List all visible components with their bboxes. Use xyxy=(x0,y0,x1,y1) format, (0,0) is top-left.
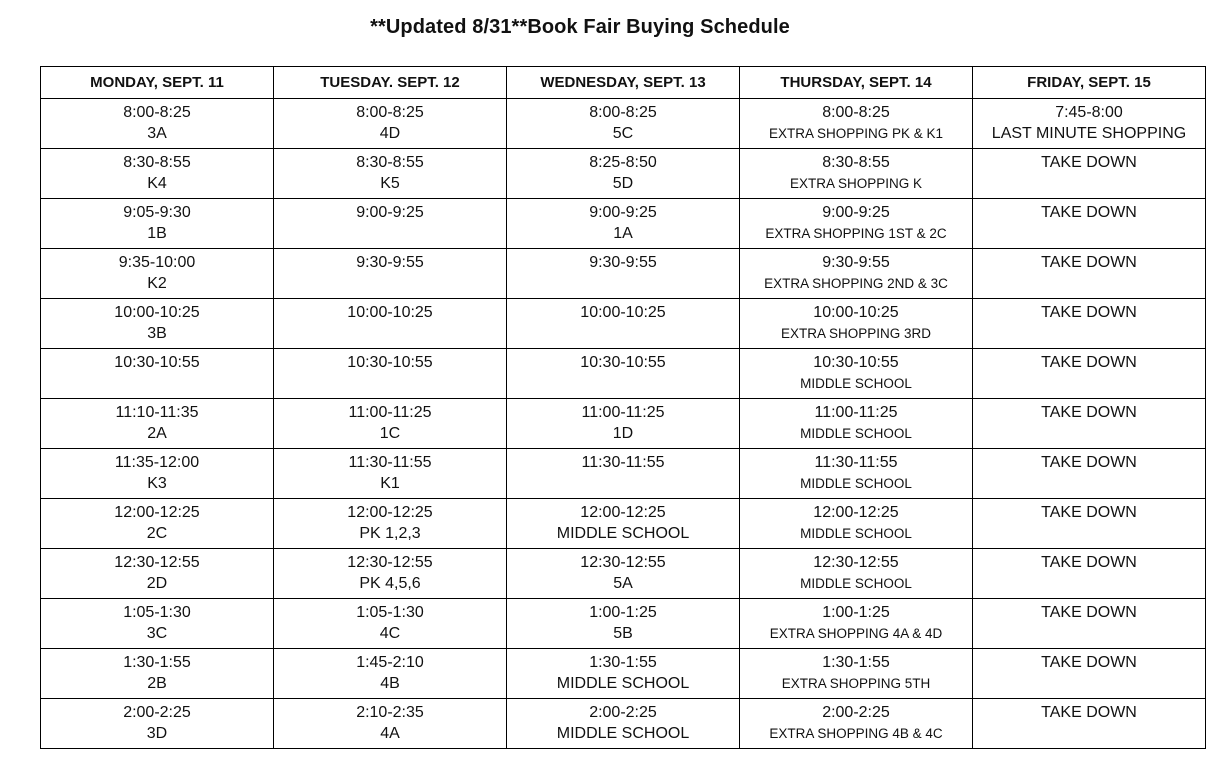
slot-group: 1C xyxy=(379,425,401,442)
slot-group: K2 xyxy=(147,275,167,292)
slot-group xyxy=(507,323,739,344)
slot-group: 5D xyxy=(612,175,634,192)
schedule-cell-tuesday xyxy=(274,199,507,249)
slot-time: 7:45-8:00 xyxy=(1055,104,1123,121)
slot-time: 1:00-1:25 xyxy=(589,604,657,621)
slot-time: 1:00-1:25 xyxy=(822,604,890,621)
slot-group: 4C xyxy=(379,625,401,642)
schedule-cell-thursday xyxy=(740,549,973,599)
slot-time: 12:30-12:55 xyxy=(347,554,433,571)
schedule-cell-monday xyxy=(41,549,274,599)
slot-time: 9:35-10:00 xyxy=(118,254,196,271)
table-row xyxy=(41,349,1206,399)
schedule-cell-monday xyxy=(41,499,274,549)
slot-time: 8:00-8:25 xyxy=(822,104,890,121)
slot-group xyxy=(973,473,1205,494)
slot-time: 10:00-10:25 xyxy=(580,304,666,321)
slot-time: 1:05-1:30 xyxy=(356,604,424,621)
slot-time: 8:30-8:55 xyxy=(356,154,424,171)
schedule-cell-monday xyxy=(41,699,274,749)
slot-time: 12:00-12:25 xyxy=(813,504,899,521)
schedule-cell-tuesday xyxy=(274,599,507,649)
slot-group: 1B xyxy=(147,225,167,242)
slot-time: 10:30-10:55 xyxy=(580,354,666,371)
schedule-cell-tuesday xyxy=(274,149,507,199)
table-row xyxy=(41,649,1206,699)
schedule-cell-thursday xyxy=(740,699,973,749)
slot-group xyxy=(973,573,1205,594)
slot-time: TAKE DOWN xyxy=(1041,454,1137,471)
slot-time: 8:00-8:25 xyxy=(123,104,191,121)
table-row xyxy=(41,699,1206,749)
slot-time: 2:00-2:25 xyxy=(822,704,890,721)
slot-group: K3 xyxy=(147,475,167,492)
schedule-cell-tuesday xyxy=(274,99,507,149)
schedule-cell-friday xyxy=(973,499,1206,549)
schedule-cell-friday xyxy=(973,199,1206,249)
slot-time: 11:10-11:35 xyxy=(115,404,199,421)
slot-group xyxy=(507,473,739,494)
schedule-cell-wednesday xyxy=(507,699,740,749)
schedule-cell-friday xyxy=(973,599,1206,649)
page-title: **Updated 8/31**Book Fair Buying Schedule xyxy=(370,16,790,38)
schedule-cell-wednesday xyxy=(507,449,740,499)
schedule-cell-wednesday xyxy=(507,549,740,599)
slot-time: 11:00-11:25 xyxy=(814,404,898,421)
schedule-cell-tuesday xyxy=(274,549,507,599)
slot-time: 1:05-1:30 xyxy=(123,604,191,621)
slot-time: TAKE DOWN xyxy=(1041,604,1137,621)
slot-group xyxy=(41,373,273,394)
schedule-cell-wednesday xyxy=(507,249,740,299)
schedule-cell-wednesday xyxy=(507,599,740,649)
slot-group: EXTRA SHOPPING 2ND & 3C xyxy=(764,276,948,291)
schedule-cell-thursday xyxy=(740,249,973,299)
slot-group: 4B xyxy=(380,675,400,692)
slot-time: 8:00-8:25 xyxy=(356,104,424,121)
schedule-cell-friday xyxy=(973,349,1206,399)
slot-group: 4D xyxy=(379,125,401,142)
schedule-cell-tuesday xyxy=(274,649,507,699)
slot-time: 2:00-2:25 xyxy=(589,704,657,721)
schedule-cell-monday xyxy=(41,599,274,649)
schedule-cell-tuesday xyxy=(274,449,507,499)
slot-time: 11:30-11:55 xyxy=(348,454,432,471)
schedule-cell-friday xyxy=(973,99,1206,149)
slot-group: 1A xyxy=(613,225,633,242)
table-row xyxy=(41,149,1206,199)
slot-group: EXTRA SHOPPING 3RD xyxy=(780,326,932,341)
schedule-cell-monday xyxy=(41,99,274,149)
slot-time: 9:30-9:55 xyxy=(589,254,657,271)
slot-time: 12:30-12:55 xyxy=(813,554,899,571)
slot-group xyxy=(973,523,1205,544)
slot-group: MIDDLE SCHOOL xyxy=(556,725,690,742)
column-header-tuesday: TUESDAY. SEPT. 12 xyxy=(274,67,507,99)
table-row xyxy=(41,549,1206,599)
slot-time: TAKE DOWN xyxy=(1041,404,1137,421)
schedule-cell-friday xyxy=(973,299,1206,349)
schedule-cell-thursday xyxy=(740,149,973,199)
slot-group xyxy=(973,623,1205,644)
slot-group: EXTRA SHOPPING 4A & 4D xyxy=(769,626,943,641)
slot-time: 1:45-2:10 xyxy=(356,654,424,671)
schedule-cell-thursday xyxy=(740,599,973,649)
schedule-cell-monday xyxy=(41,199,274,249)
schedule-cell-thursday xyxy=(740,449,973,499)
slot-group xyxy=(973,723,1205,744)
slot-time: 10:00-10:25 xyxy=(347,304,433,321)
schedule-cell-wednesday xyxy=(507,149,740,199)
slot-group: K4 xyxy=(147,175,167,192)
slot-group: EXTRA SHOPPING PK & K1 xyxy=(768,126,944,141)
slot-group: EXTRA SHOPPING K xyxy=(789,176,923,191)
schedule-cell-tuesday xyxy=(274,499,507,549)
slot-time: 11:30-11:55 xyxy=(581,454,665,471)
schedule-cell-thursday xyxy=(740,499,973,549)
schedule-cell-monday xyxy=(41,349,274,399)
slot-time: TAKE DOWN xyxy=(1041,504,1137,521)
slot-time: 11:00-11:25 xyxy=(581,404,665,421)
slot-time: 12:30-12:55 xyxy=(580,554,666,571)
slot-time: TAKE DOWN xyxy=(1041,354,1137,371)
schedule-cell-friday xyxy=(973,549,1206,599)
slot-group: MIDDLE SCHOOL xyxy=(800,526,912,541)
slot-group: 5B xyxy=(613,625,633,642)
slot-time: 11:30-11:55 xyxy=(814,454,898,471)
slot-group: 1D xyxy=(612,425,634,442)
slot-time: 11:35-12:00 xyxy=(114,454,200,471)
schedule-cell-wednesday xyxy=(507,499,740,549)
slot-time: 12:00-12:25 xyxy=(580,504,666,521)
slot-time: 12:00-12:25 xyxy=(114,504,200,521)
schedule-cell-monday xyxy=(41,299,274,349)
slot-time: 8:30-8:55 xyxy=(822,154,890,171)
slot-group xyxy=(274,223,506,244)
slot-time: 9:00-9:25 xyxy=(589,204,657,221)
schedule-cell-wednesday xyxy=(507,649,740,699)
slot-group xyxy=(973,173,1205,194)
slot-time: TAKE DOWN xyxy=(1041,154,1137,171)
table-row xyxy=(41,599,1206,649)
slot-time: 2:10-2:35 xyxy=(356,704,424,721)
slot-group xyxy=(973,273,1205,294)
slot-group: 2A xyxy=(147,425,167,442)
slot-group xyxy=(973,323,1205,344)
slot-time: 1:30-1:55 xyxy=(123,654,191,671)
slot-group: EXTRA SHOPPING 4B & 4C xyxy=(769,726,943,741)
slot-time: 10:00-10:25 xyxy=(813,304,899,321)
schedule-cell-tuesday xyxy=(274,399,507,449)
slot-group: 4A xyxy=(380,725,400,742)
schedule-cell-monday xyxy=(41,249,274,299)
slot-time: 1:30-1:55 xyxy=(589,654,657,671)
slot-group xyxy=(274,373,506,394)
column-header-monday: MONDAY, SEPT. 11 xyxy=(41,67,274,99)
schedule-cell-friday xyxy=(973,449,1206,499)
schedule-cell-tuesday xyxy=(274,349,507,399)
slot-time: TAKE DOWN xyxy=(1041,554,1137,571)
slot-group xyxy=(274,273,506,294)
column-header-wednesday: WEDNESDAY, SEPT. 13 xyxy=(507,67,740,99)
slot-group: MIDDLE SCHOOL xyxy=(556,675,690,692)
slot-group xyxy=(973,673,1205,694)
slot-group: 2B xyxy=(147,675,167,692)
slot-group xyxy=(973,373,1205,394)
slot-time: 9:30-9:55 xyxy=(822,254,890,271)
column-header-thursday: THURSDAY, SEPT. 14 xyxy=(740,67,973,99)
slot-group: EXTRA SHOPPING 1ST & 2C xyxy=(765,226,947,241)
slot-time: 11:00-11:25 xyxy=(348,404,432,421)
slot-time: TAKE DOWN xyxy=(1041,654,1137,671)
schedule-cell-monday xyxy=(41,399,274,449)
schedule-body xyxy=(41,99,1206,749)
slot-group: MIDDLE SCHOOL xyxy=(800,576,912,591)
schedule-cell-tuesday xyxy=(274,699,507,749)
schedule-cell-thursday xyxy=(740,399,973,449)
schedule-cell-wednesday xyxy=(507,299,740,349)
slot-group: 2C xyxy=(146,525,168,542)
slot-group: 3A xyxy=(147,125,167,142)
table-row xyxy=(41,199,1206,249)
slot-group xyxy=(507,373,739,394)
slot-time: 8:30-8:55 xyxy=(123,154,191,171)
slot-group: 2D xyxy=(146,575,168,592)
slot-time: 9:30-9:55 xyxy=(356,254,424,271)
slot-group: 3B xyxy=(147,325,167,342)
schedule-cell-monday xyxy=(41,149,274,199)
schedule-cell-friday xyxy=(973,149,1206,199)
slot-group: EXTRA SHOPPING 5TH xyxy=(781,676,931,691)
schedule-cell-friday xyxy=(973,399,1206,449)
schedule-cell-friday xyxy=(973,249,1206,299)
slot-time: 8:00-8:25 xyxy=(589,104,657,121)
slot-time: 10:30-10:55 xyxy=(813,354,899,371)
slot-group: K1 xyxy=(380,475,400,492)
slot-group xyxy=(973,223,1205,244)
table-row xyxy=(41,499,1206,549)
slot-time: 10:30-10:55 xyxy=(347,354,433,371)
slot-group: 5C xyxy=(612,125,634,142)
slot-time: TAKE DOWN xyxy=(1041,304,1137,321)
column-header-friday: FRIDAY, SEPT. 15 xyxy=(973,67,1206,99)
table-row xyxy=(41,249,1206,299)
table-row xyxy=(41,99,1206,149)
slot-time: 2:00-2:25 xyxy=(123,704,191,721)
schedule-cell-thursday xyxy=(740,199,973,249)
slot-time: TAKE DOWN xyxy=(1041,704,1137,721)
slot-group: PK 1,2,3 xyxy=(359,525,421,542)
slot-time: 8:25-8:50 xyxy=(589,154,657,171)
schedule-cell-thursday xyxy=(740,99,973,149)
header-row xyxy=(41,67,1206,99)
schedule-cell-thursday xyxy=(740,299,973,349)
slot-group xyxy=(973,423,1205,444)
slot-time: 9:00-9:25 xyxy=(356,204,424,221)
schedule-cell-tuesday xyxy=(274,249,507,299)
schedule-cell-thursday xyxy=(740,649,973,699)
table-row xyxy=(41,299,1206,349)
schedule-table xyxy=(40,66,1206,749)
slot-group: PK 4,5,6 xyxy=(359,575,421,592)
slot-group: MIDDLE SCHOOL xyxy=(800,376,912,391)
slot-group xyxy=(507,273,739,294)
slot-group: K5 xyxy=(380,175,400,192)
table-row xyxy=(41,449,1206,499)
slot-time: 10:00-10:25 xyxy=(114,304,200,321)
slot-group: MIDDLE SCHOOL xyxy=(556,525,690,542)
slot-group: LAST MINUTE SHOPPING xyxy=(991,125,1187,142)
slot-time: 12:30-12:55 xyxy=(114,554,200,571)
slot-time: 12:00-12:25 xyxy=(347,504,433,521)
slot-time: TAKE DOWN xyxy=(1041,254,1137,271)
slot-time: 1:30-1:55 xyxy=(822,654,890,671)
schedule-cell-thursday xyxy=(740,349,973,399)
schedule-cell-monday xyxy=(41,449,274,499)
schedule-cell-wednesday xyxy=(507,99,740,149)
schedule-cell-monday xyxy=(41,649,274,699)
slot-group: MIDDLE SCHOOL xyxy=(800,426,912,441)
slot-time: 10:30-10:55 xyxy=(114,354,200,371)
slot-time: TAKE DOWN xyxy=(1041,204,1137,221)
schedule-cell-tuesday xyxy=(274,299,507,349)
schedule-cell-friday xyxy=(973,699,1206,749)
schedule-cell-wednesday xyxy=(507,349,740,399)
slot-group: MIDDLE SCHOOL xyxy=(800,476,912,491)
slot-time: 9:00-9:25 xyxy=(822,204,890,221)
schedule-cell-friday xyxy=(973,649,1206,699)
slot-group: 5A xyxy=(613,575,633,592)
table-row xyxy=(41,399,1206,449)
slot-time: 9:05-9:30 xyxy=(123,204,191,221)
slot-group: 3C xyxy=(146,625,168,642)
slot-group: 3D xyxy=(146,725,168,742)
slot-group xyxy=(274,323,506,344)
schedule-cell-wednesday xyxy=(507,199,740,249)
schedule-cell-wednesday xyxy=(507,399,740,449)
